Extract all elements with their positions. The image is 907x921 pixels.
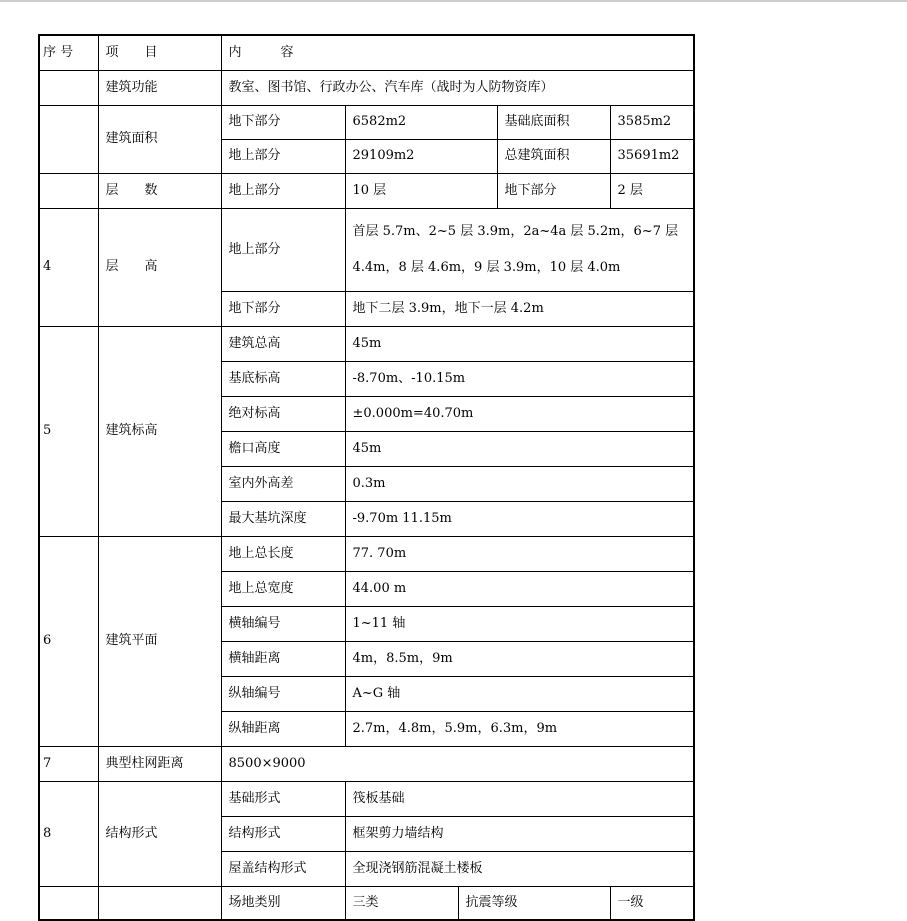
heights-label: 层 高	[98, 208, 221, 326]
seismic-grade-label: 抗震等级	[458, 886, 610, 920]
plan-row-value: 2.7m，4.8m，5.9m，6.3m，9m	[345, 711, 694, 746]
elevation-row-value: 45m	[345, 431, 694, 466]
elevation-row-label: 最大基坑深度	[221, 501, 345, 536]
top-divider	[0, 0, 907, 2]
grid-label: 典型柱网距离	[98, 746, 221, 781]
elevation-seq: 5	[39, 326, 98, 536]
floors-below-value: 2 层	[610, 173, 694, 208]
elevation-row-label: 基底标高	[221, 361, 345, 396]
seismic-grade-value: 一级	[610, 886, 694, 920]
header-seq: 序 号	[39, 35, 98, 70]
row-seismic	[39, 886, 694, 920]
header-content: 内 容	[221, 35, 694, 70]
row-heights-above	[39, 208, 694, 291]
seismic-site-label: 场地类别	[221, 886, 345, 920]
plan-row-label: 横轴编号	[221, 606, 345, 641]
area-total-label: 总建筑面积	[497, 139, 610, 173]
seq-cell	[39, 105, 98, 173]
elevation-row-label: 檐口高度	[221, 431, 345, 466]
heights-below-label: 地下部分	[221, 291, 345, 326]
structure-row-label: 屋盖结构形式	[221, 851, 345, 886]
building-overview-table	[38, 34, 695, 921]
elevation-row-label: 室内外高差	[221, 466, 345, 501]
plan-row-value: 77. 70m	[345, 536, 694, 571]
header-row	[39, 35, 694, 70]
floors-above-label: 地上部分	[221, 173, 345, 208]
structure-row-label: 结构形式	[221, 816, 345, 851]
structure-row-value: 框架剪力墙结构	[345, 816, 694, 851]
structure-seq: 8	[39, 781, 98, 886]
plan-seq: 6	[39, 536, 98, 746]
plan-label: 建筑平面	[98, 536, 221, 746]
row-functions	[39, 70, 694, 105]
area-label: 建筑面积	[98, 105, 221, 173]
elevation-row-label: 绝对标高	[221, 396, 345, 431]
elevation-row-value: ±0.000m=40.70m	[345, 396, 694, 431]
plan-row-value: 1~11 轴	[345, 606, 694, 641]
area-above-label: 地上部分	[221, 139, 345, 173]
plan-row-value: 4m，8.5m，9m	[345, 641, 694, 676]
plan-row-value: A~G 轴	[345, 676, 694, 711]
functions-label: 建筑功能	[98, 70, 221, 105]
structure-row-label: 基础形式	[221, 781, 345, 816]
area-base-value: 3585m2	[610, 105, 694, 139]
floors-label: 层 数	[98, 173, 221, 208]
grid-value: 8500×9000	[221, 746, 694, 781]
seq-cell	[39, 70, 98, 105]
row-floors	[39, 173, 694, 208]
row-structure	[39, 781, 694, 816]
area-base-label: 基础底面积	[497, 105, 610, 139]
structure-row-value: 全现浇钢筋混凝土楼板	[345, 851, 694, 886]
row-area-below	[39, 105, 694, 139]
grid-seq: 7	[39, 746, 98, 781]
seq-cell	[39, 173, 98, 208]
functions-value: 教室、图书馆、行政办公、汽车库（战时为人防物资库）	[221, 70, 694, 105]
heights-seq: 4	[39, 208, 98, 326]
heights-above-label: 地上部分	[221, 208, 345, 291]
elevation-row-value: -9.70m 11.15m	[345, 501, 694, 536]
plan-row-label: 纵轴编号	[221, 676, 345, 711]
elevation-row-value: 45m	[345, 326, 694, 361]
seismic-site-value: 三类	[345, 886, 458, 920]
plan-row-label: 纵轴距离	[221, 711, 345, 746]
seq-cell	[39, 886, 98, 920]
heights-below-value: 地下二层 3.9m，地下一层 4.2m	[345, 291, 694, 326]
area-total-value: 35691m2	[610, 139, 694, 173]
elevation-row-label: 建筑总高	[221, 326, 345, 361]
area-below-value: 6582m2	[345, 105, 497, 139]
plan-row-label: 地上总宽度	[221, 571, 345, 606]
floors-below-label: 地下部分	[497, 173, 610, 208]
structure-row-value: 筏板基础	[345, 781, 694, 816]
area-above-value: 29109m2	[345, 139, 497, 173]
plan-row-label: 横轴距离	[221, 641, 345, 676]
elevation-label: 建筑标高	[98, 326, 221, 536]
heights-above-value: 首层 5.7m、2~5 层 3.9m，2a~4a 层 5.2m，6~7 层 4.4m，8 层 4.6m，9 层 3.9m，10 层 4.0m	[345, 208, 694, 291]
row-grid	[39, 746, 694, 781]
area-below-label: 地下部分	[221, 105, 345, 139]
plan-row-value: 44.00 m	[345, 571, 694, 606]
elevation-row-value: -8.70m、-10.15m	[345, 361, 694, 396]
structure-label: 结构形式	[98, 781, 221, 886]
elevation-row-value: 0.3m	[345, 466, 694, 501]
header-item: 项 目	[98, 35, 221, 70]
row-elevation	[39, 326, 694, 361]
row-plan	[39, 536, 694, 571]
floors-above-value: 10 层	[345, 173, 497, 208]
seismic-label-cell	[98, 886, 221, 920]
plan-row-label: 地上总长度	[221, 536, 345, 571]
